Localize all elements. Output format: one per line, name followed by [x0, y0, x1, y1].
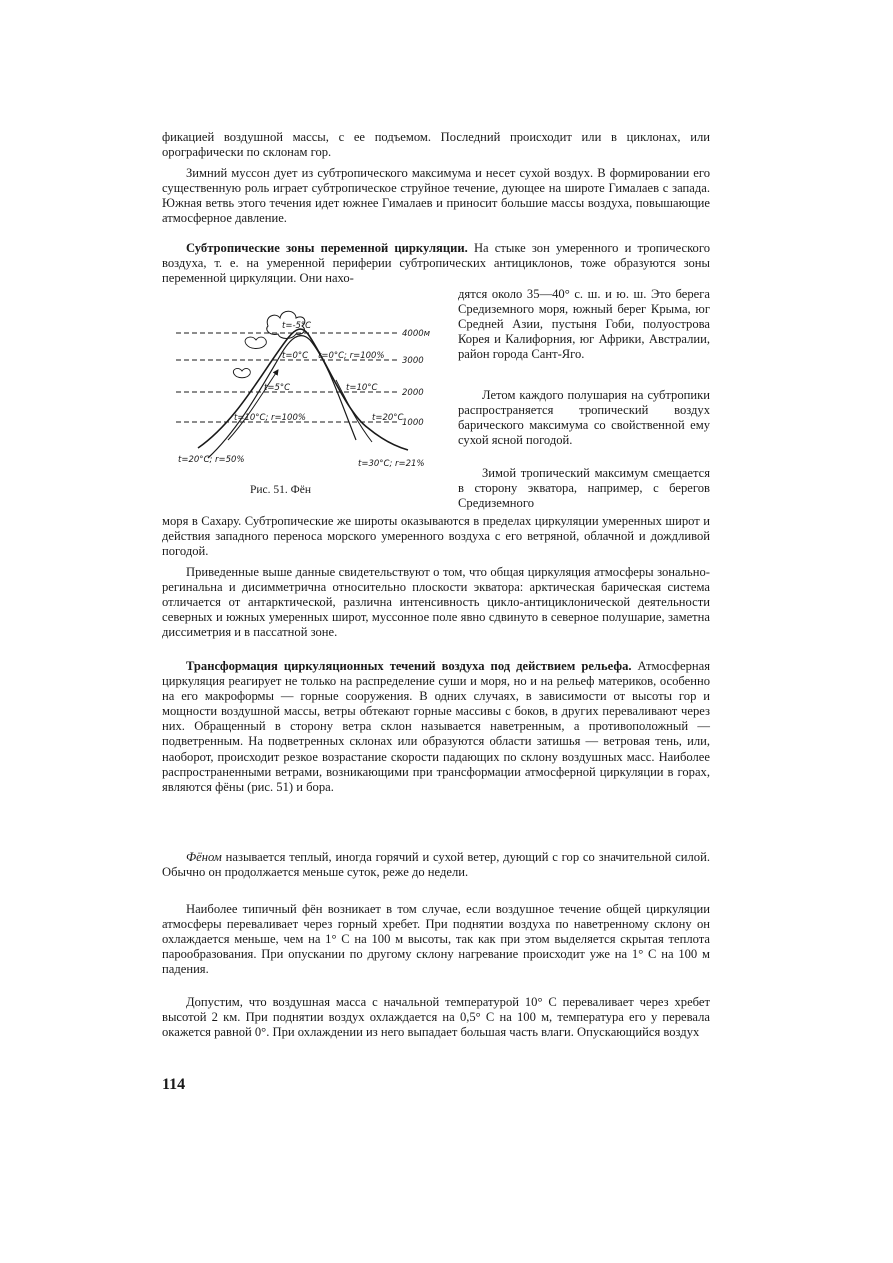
label-right-upper: t=0°C; r=100%: [318, 351, 385, 361]
label-left-mid: t=5°C: [264, 383, 291, 393]
label-right-mid: t=10°C: [346, 383, 378, 393]
paragraph-general-circulation: Приведенные выше данные свидетельствуют о том, что общая циркуляция атмосферы зонально-регинальна и дисимметрична относительно плоскости экватора: арктическая барическая система отличается от антарктической, различна интенсивность цикло-антициклонической деятельности северных и южных умеренных широт, муссонное поле явно сдвинуто в северное полушарие, заметна диссиметрия и в пассатной зоне.: [162, 565, 710, 640]
paragraph-relief: [162, 659, 710, 795]
airflow-line-2: [228, 370, 278, 440]
paragraph-winter-cont: моря в Сахару. Субтропические же широты оказываются в пределах циркуляции умеренных широт и действия западного переноса морского умеренного воздуха с его ветряной, облачной и дождливой погодой.: [162, 514, 710, 559]
label-bottom-right: t=30°C; r=21%: [358, 459, 425, 469]
paragraph-example: Допустим, что воздушная масса с начальной температурой 10° С переваливает через хребет высотой 2 км. При поднятии воздух охлаждается на 0,5° С на 100 м, температура его у перевала окажется равной 0°. При охлаждении из него выпадает большая часть влаги. Опускающийся воздух: [162, 995, 710, 1040]
term-foehn: Фёном: [186, 850, 222, 864]
paragraph-winter-narrow: Зимой тропический максимум смещается в сторону экватора, например, с берегов Средиземного: [458, 466, 710, 511]
label-left-upper: t=0°C: [282, 351, 309, 361]
paragraph-summer: Летом каждого полушария на субтропики распространяется тропический воздух барического максимума со свойственной ему сухой ясной погодой.: [458, 388, 710, 448]
paragraph-continuation: фикацией воздушной массы, с ее подъемом. Последний происходит или в циклонах, или орографически по склонам гор.: [162, 130, 710, 160]
label-left-low: t=10°C; r=100%: [234, 413, 306, 423]
paragraph-subtropical-narrow: дятся около 35—40° с. ш. и ю. ш. Это берега Средиземного моря, южный берег Крыма, юг Средней Азии, пустыня Гоби, полуострова Корея и Калифорния, юг Африки, Австралии, район города Сант-Яго.: [458, 287, 710, 362]
paragraph-winter-monsoon: Зимний муссон дует из субтропического максимума и несет сухой воздух. В формировании его существенную роль играет субтропическое струйное течение, дующее на широте Гималаев с запада. Южная ветвь этого течения идет южнее Гималаев и приносит большие массы воздуха, повышающие атмосферное давление.: [162, 166, 710, 226]
paragraph-subtropical-text: На стыке зон умеренного и тропического воздуха, т. е. на умеренной периферии субтропических антициклонов, тоже образуются зоны переменной циркуляции. Они нахо-: [162, 241, 710, 286]
label-height-3000: 3000: [402, 356, 424, 366]
paragraph-subtropical-zones: [162, 241, 710, 286]
cloud-small-icon: [245, 337, 266, 348]
foehn-figure: [168, 300, 440, 472]
label-right-low: t=20°C: [372, 413, 404, 423]
label-bottom-left: t=20°C; r=50%: [178, 455, 245, 465]
paragraph-foehn-definition: [162, 850, 710, 880]
paragraph-typical-foehn: Наиболее типичный фён возникает в том случае, если воздушное течение общей циркуляции атмосферы переваливает через горный хребет. При поднятии воздуха по наветренному склону он охлаждается меньше, чем на 1° С на 100 м высоты, так как при этом выделяется скрытая теплота парообразования. При опускании по другому склону нагревание происходит уже на 1° С на 100 м падения.: [162, 902, 710, 977]
cloud-small-icon-2: [233, 368, 250, 377]
heading-relief: Трансформация циркуляционных течений воздуха под действием рельефа.: [186, 659, 632, 673]
label-top: t=-5°C: [282, 321, 312, 331]
heading-subtropical-zones: Субтропические зоны переменной циркуляции.: [186, 241, 468, 255]
page-number: 114: [162, 1076, 186, 1093]
label-height-4000: 4000м: [402, 329, 431, 339]
figure-caption: Рис. 51. Фён: [250, 484, 311, 496]
paragraph-relief-text: Атмосферная циркуляция реагирует не только на распределение суши и моря, но и на рельеф материков, особенно на его макроформы — горные сооружения. В одних случаях, в зависимости от высоты гор и мощности воздушной массы, ветры обтекают горные массивы с боков, в других переваливают через них. Обращенный в сторону ветра склон называется наветренным, а противоположный — подветренным. На подветренных склонах или образуются области затишья — ветровая тень, или, наоборот, происходит резкое возрастание скорости падающих по склону воздушных масс. Наиболее распространенными ветрами, возникающими при трансформации атмосферной циркуляции в горах, являются фёны (рис. 51) и бора.: [162, 659, 711, 794]
label-height-1000: 1000: [402, 418, 424, 428]
paragraph-foehn-text: называется теплый, иногда горячий и сухой ветер, дующий с гор со значительной силой. Обычно он продолжается меньше суток, реже до недели.: [162, 850, 710, 880]
label-height-2000: 2000: [402, 388, 424, 398]
